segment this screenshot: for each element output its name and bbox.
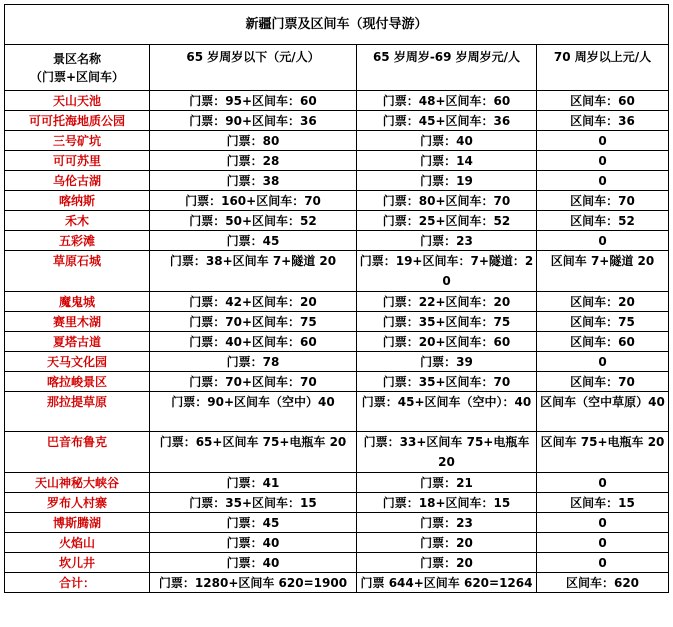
price-over-70-cell: 区间车：75 [537,312,669,332]
scenic-name-cell: 坎儿井 [5,553,150,573]
table-title: 新疆门票及区间车（现付导游） [5,5,669,45]
price-65-69-cell: 门票：20+区间车：60 [357,332,537,352]
scenic-name-cell: 博斯腾湖 [5,513,150,533]
table-row [5,553,669,573]
price-under-65-cell: 门票：35+区间车：15 [150,493,357,513]
scenic-name-cell: 乌伦古湖 [5,171,150,191]
price-over-70-cell: 区间车：70 [537,191,669,211]
price-under-65-cell: 门票：40 [150,533,357,553]
price-65-69-cell: 门票：48+区间车：60 [357,91,537,111]
price-under-65-cell: 门票：45 [150,513,357,533]
price-65-69-cell: 门票：35+区间车：70 [357,372,537,392]
price-over-70-cell: 区间车：15 [537,493,669,513]
table-row [5,211,669,231]
price-over-70-cell: 0 [537,352,669,372]
table-row [5,231,669,251]
table-row [5,473,669,493]
price-under-65-cell: 门票：45 [150,231,357,251]
table-row [5,432,669,473]
price-under-65-cell: 门票：70+区间车：70 [150,372,357,392]
header-under-65: 65 岁周岁以下（元/人） [150,45,357,91]
price-over-70-cell: 0 [537,151,669,171]
price-table-wrapper [4,4,669,593]
total-65-69-cell: 门票 644+区间车 620=1264 [357,573,537,593]
price-under-65-cell: 门票：50+区间车：52 [150,211,357,231]
price-65-69-cell: 门票：40 [357,131,537,151]
scenic-name-cell: 火焰山 [5,533,150,553]
table-row [5,131,669,151]
scenic-name-cell: 禾木 [5,211,150,231]
table-row [5,352,669,372]
price-table [4,4,669,593]
price-under-65-cell: 门票：38 [150,171,357,191]
total-label-cell: 合计： [5,573,150,593]
scenic-name-cell: 喀拉峻景区 [5,372,150,392]
table-row [5,91,669,111]
table-row [5,513,669,533]
price-65-69-cell: 门票：80+区间车：70 [357,191,537,211]
price-over-70-cell: 0 [537,131,669,151]
price-65-69-cell: 门票：20 [357,553,537,573]
scenic-name-cell: 五彩滩 [5,231,150,251]
price-over-70-cell: 0 [537,533,669,553]
table-row [5,312,669,332]
price-65-69-cell: 门票：20 [357,533,537,553]
price-65-69-cell: 门票：23 [357,513,537,533]
scenic-name-cell: 可可苏里 [5,151,150,171]
price-under-65-cell: 门票：95+区间车：60 [150,91,357,111]
table-row [5,533,669,553]
table-row [5,493,669,513]
price-65-69-cell: 门票：23 [357,231,537,251]
price-65-69-cell: 门票：14 [357,151,537,171]
scenic-name-cell: 夏塔古道 [5,332,150,352]
header-row [5,45,669,91]
scenic-name-cell: 那拉提草原 [5,392,150,432]
price-under-65-cell: 门票：41 [150,473,357,493]
price-65-69-cell: 门票：45+区间车（空中）：40 [357,392,537,432]
table-row [5,171,669,191]
price-over-70-cell: 区间车：60 [537,332,669,352]
price-under-65-cell: 门票：78 [150,352,357,372]
price-65-69-cell: 门票：33+区间车 75+电瓶车 20 [357,432,537,473]
price-under-65-cell: 门票：40+区间车：60 [150,332,357,352]
price-65-69-cell: 门票：22+区间车：20 [357,292,537,312]
scenic-name-cell: 可可托海地质公园 [5,111,150,131]
price-65-69-cell: 门票：21 [357,473,537,493]
scenic-name-cell: 天山神秘大峡谷 [5,473,150,493]
scenic-name-cell: 罗布人村寨 [5,493,150,513]
table-row [5,111,669,131]
price-under-65-cell: 门票：160+区间车：70 [150,191,357,211]
price-65-69-cell: 门票：35+区间车：75 [357,312,537,332]
total-under-65-cell: 门票：1280+区间车 620=1900 [150,573,357,593]
price-over-70-cell: 0 [537,473,669,493]
title-row [5,5,669,45]
header-65-69: 65 岁周岁-69 岁周岁元/人 [357,45,537,91]
price-under-65-cell: 门票：65+区间车 75+电瓶车 20 [150,432,357,473]
table-row [5,332,669,352]
scenic-name-cell: 赛里木湖 [5,312,150,332]
total-over-70-cell: 区间车：620 [537,573,669,593]
scenic-name-cell: 天马文化园 [5,352,150,372]
price-65-69-cell: 门票：19+区间车：7+隧道：20 [357,251,537,292]
price-over-70-cell: 区间车：70 [537,372,669,392]
header-over-70: 70 周岁以上元/人 [537,45,669,91]
table-row [5,191,669,211]
table-row [5,151,669,171]
price-over-70-cell: 区间车（空中草原）40 [537,392,669,432]
table-row [5,292,669,312]
price-over-70-cell: 区间车 75+电瓶车 20 [537,432,669,473]
header-name: 景区名称 （门票+区间车） [5,45,150,91]
price-under-65-cell: 门票：90+区间车：36 [150,111,357,131]
price-65-69-cell: 门票：19 [357,171,537,191]
price-under-65-cell: 门票：70+区间车：75 [150,312,357,332]
price-over-70-cell: 0 [537,513,669,533]
table-row [5,392,669,432]
price-65-69-cell: 门票：39 [357,352,537,372]
price-over-70-cell: 区间车：52 [537,211,669,231]
price-over-70-cell: 区间车：36 [537,111,669,131]
price-over-70-cell: 区间车：20 [537,292,669,312]
price-65-69-cell: 门票：25+区间车：52 [357,211,537,231]
price-over-70-cell: 0 [537,171,669,191]
price-under-65-cell: 门票：90+区间车（空中）40 [150,392,357,432]
price-under-65-cell: 门票：38+区间车 7+隧道 20 [150,251,357,292]
table-row [5,372,669,392]
total-row [5,573,669,593]
price-under-65-cell: 门票：42+区间车：20 [150,292,357,312]
table-row [5,251,669,292]
scenic-name-cell: 草原石城 [5,251,150,292]
scenic-name-cell: 喀纳斯 [5,191,150,211]
scenic-name-cell: 魔鬼城 [5,292,150,312]
scenic-name-cell: 天山天池 [5,91,150,111]
price-under-65-cell: 门票：28 [150,151,357,171]
scenic-name-cell: 巴音布鲁克 [5,432,150,473]
price-65-69-cell: 门票：45+区间车：36 [357,111,537,131]
price-over-70-cell: 0 [537,553,669,573]
price-over-70-cell: 0 [537,231,669,251]
price-under-65-cell: 门票：80 [150,131,357,151]
price-under-65-cell: 门票：40 [150,553,357,573]
scenic-name-cell: 三号矿坑 [5,131,150,151]
price-65-69-cell: 门票：18+区间车：15 [357,493,537,513]
price-over-70-cell: 区间车 7+隧道 20 [537,251,669,292]
price-over-70-cell: 区间车：60 [537,91,669,111]
